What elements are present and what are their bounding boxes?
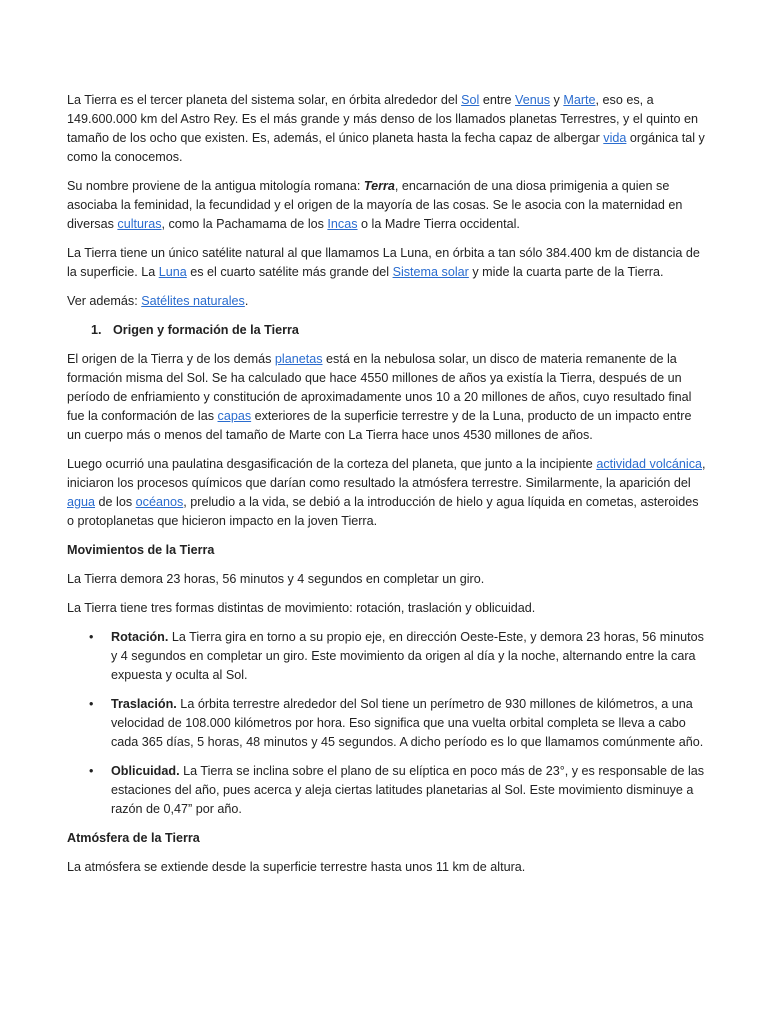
list-item-body	[111, 628, 708, 685]
heading-atmosfera: Atmósfera de la Tierra	[67, 831, 200, 845]
text: es el cuarto satélite más grande del	[186, 265, 393, 279]
text: , preludio a la vida, se debió a la introducción de hielo y agua líquida en cometas, asteroides o protoplanetas que hicieron impacto en la joven Tierra.	[67, 495, 699, 528]
link-planetas[interactable]: planetas	[274, 352, 323, 366]
paragraph-rotation-time: La Tierra demora 23 horas, 56 minutos y 4 segundos en completar un giro.	[67, 572, 485, 586]
link-satelites-naturales[interactable]: Satélites naturales	[141, 294, 245, 308]
text: orgánica tal y como la conocemos.	[67, 131, 705, 164]
link-sol[interactable]: Sol	[461, 93, 480, 107]
bullet-icon: •	[89, 764, 94, 778]
list-item-term: Rotación.	[111, 630, 169, 644]
link-luna[interactable]: Luna	[158, 265, 187, 279]
see-also	[67, 292, 708, 311]
section-heading-origin	[67, 321, 708, 340]
list-item-body	[111, 762, 708, 819]
link-oceanos[interactable]: océanos	[135, 495, 184, 509]
text: .	[244, 294, 249, 308]
text: Su nombre proviene de la antigua mitología romana:	[67, 179, 364, 193]
link-actividad-volcanica[interactable]: actividad volcánica	[596, 457, 703, 471]
section-title: Origen y formación de la Tierra	[113, 323, 299, 337]
link-agua[interactable]: agua	[67, 495, 96, 509]
list-item-term: Traslación.	[111, 697, 177, 711]
text: está en la nebulosa solar, un disco de materia remanente de la formación misma del Sol. Se ha calculado que hace 4550 millones de años ya existía la Tierra, después de un período de enfriamiento y constitución de aproximadamente unos 10 a 20 millones de años, cuyo resultado final fue la conformación de las	[67, 352, 692, 423]
link-venus[interactable]: Venus	[515, 93, 551, 107]
bullet-icon: •	[89, 630, 94, 644]
text: El origen de la Tierra y de los demás	[67, 352, 275, 366]
text: La Tierra es el tercer planeta del sistema solar, en órbita alrededor del	[67, 93, 462, 107]
paragraph-moon	[67, 244, 708, 282]
list-item-term: Oblicuidad.	[111, 764, 180, 778]
paragraph-atmosphere: La atmósfera se extiende desde la superficie terrestre hasta unos 11 km de altura.	[67, 860, 526, 874]
paragraph-intro	[67, 91, 708, 167]
link-sistema-solar[interactable]: Sistema solar	[392, 265, 469, 279]
link-vida[interactable]: vida	[603, 131, 627, 145]
link-marte[interactable]: Marte	[563, 93, 596, 107]
text: Ver además:	[67, 294, 142, 308]
text: , como la Pachamama de los	[161, 217, 328, 231]
bullet-icon: •	[89, 697, 94, 711]
list-item	[67, 762, 708, 819]
heading-movimientos: Movimientos de la Tierra	[67, 543, 215, 557]
list-item-text: La Tierra gira en torno a su propio eje, en dirección Oeste-Este, y demora 23 horas, 56 minutos y 4 segundos en completar un giro. Este movimiento da origen al día y la noche, alternando entre la cara expuesta y oculta al Sol.	[111, 630, 704, 682]
text: , encarnación de una diosa primigenia a quien se asociaba la feminidad, la fecundidad y el origen de la mayoría de las cosas. Se le asocia con la maternidad en diversas	[67, 179, 683, 231]
section-number: 1.	[91, 323, 102, 337]
list-item-text: La Tierra se inclina sobre el plano de su elíptica en poco más de 23°, y es responsable de las estaciones del año, pues acerca y aleja ciertas latitudes planetarias al Sol. Este movimiento disminuye a razón de 0,47” por año.	[111, 764, 705, 816]
italic-terra: Terra	[363, 179, 395, 193]
movement-list	[67, 628, 708, 819]
list-item-body	[111, 695, 708, 752]
paragraph-movement-types: La Tierra tiene tres formas distintas de movimiento: rotación, traslación y oblicuidad.	[67, 601, 536, 615]
text: o la Madre Tierra occidental.	[357, 217, 520, 231]
list-item	[67, 695, 708, 752]
text: y mide la cuarta parte de la Tierra.	[468, 265, 664, 279]
text: Luego ocurrió una paulatina desgasificación de la corteza del planeta, que junto a la incipiente	[67, 457, 597, 471]
link-capas[interactable]: capas	[217, 409, 252, 423]
link-incas[interactable]: Incas	[327, 217, 358, 231]
text: La Tierra tiene un único satélite natural al que llamamos La Luna, en órbita a tan sólo 384.400 km de distancia de la superficie. La	[67, 246, 700, 279]
paragraph-origin	[67, 350, 708, 445]
list-item-text: La órbita terrestre alrededor del Sol tiene un perímetro de 930 millones de kilómetros, a una velocidad de 108.000 kilómetros por hora. Eso significa que una vuelta orbital completa se lleva a cabo cada 365 días, 5 horas, 48 minutos y 45 segundos. A dicho período es lo que llamamos comúnmente año.	[111, 697, 704, 749]
paragraph-name-origin	[67, 177, 708, 234]
paragraph-degassing	[67, 455, 708, 531]
text: de los	[95, 495, 136, 509]
text: , iniciaron los procesos químicos que darían como resultado la atmósfera terrestre. Similarmente, la aparición del	[67, 457, 706, 490]
list-item	[67, 628, 708, 685]
text: exteriores de la superficie terrestre y de la Luna, producto de un impacto entre un cuerpo más o menos del tamaño de Marte con La Tierra hace unos 4530 millones de años.	[67, 409, 692, 442]
text: y	[550, 93, 564, 107]
text: , eso es, a 149.600.000 km del Astro Rey. Es el más grande y más denso de los llamados planetas Terrestres, y el quinto en tamaño de los ocho que existen. Es, además, el único planeta hasta la fecha capaz de albergar	[67, 93, 698, 145]
text: entre	[479, 93, 516, 107]
link-culturas[interactable]: culturas	[117, 217, 162, 231]
